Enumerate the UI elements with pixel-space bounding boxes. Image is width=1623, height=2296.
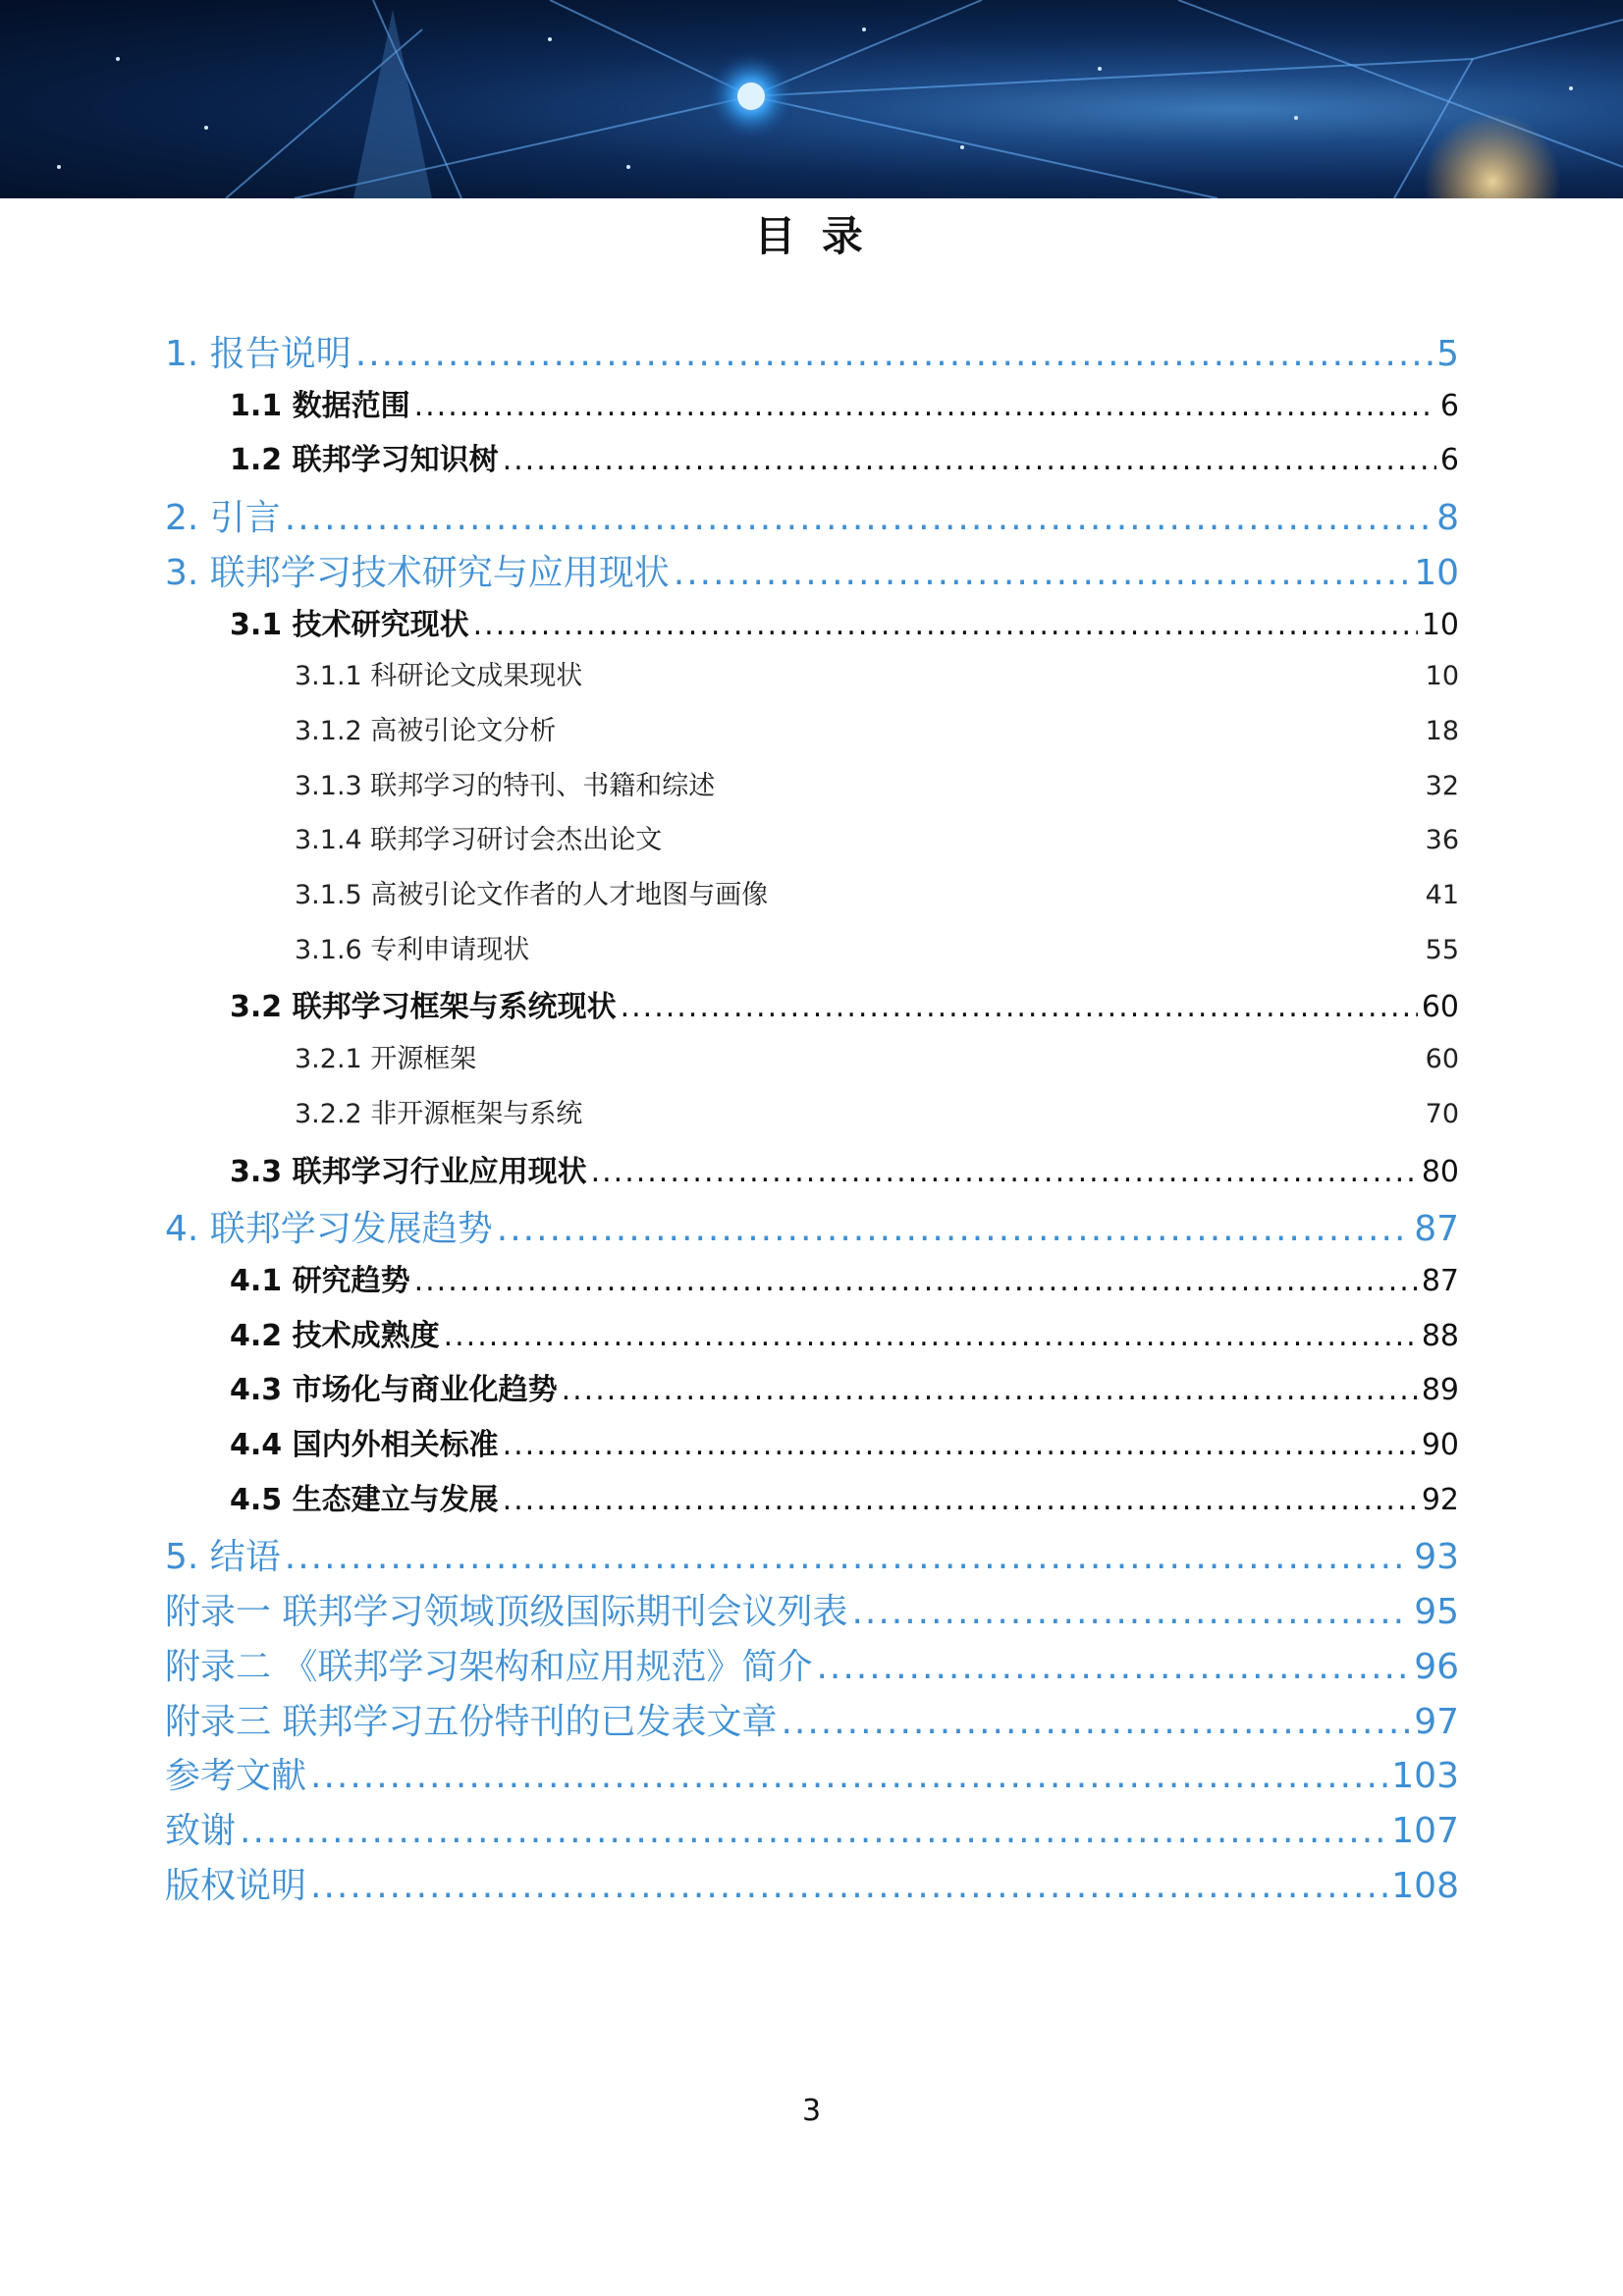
- toc-entry-page: 36: [1425, 825, 1459, 855]
- toc-entry-label: 1.2 联邦学习知识树: [230, 443, 499, 477]
- toc-entry[interactable]: [165, 1803, 1459, 1853]
- toc-entry-label: 附录三 联邦学习五份特刊的已发表文章: [165, 1702, 778, 1742]
- toc-entry[interactable]: [165, 1639, 1459, 1689]
- toc-entry-page: 41: [1425, 880, 1459, 910]
- toc-entry[interactable]: [295, 818, 1459, 856]
- toc-entry[interactable]: [295, 654, 1459, 692]
- toc-entry-label: 3.1.3 联邦学习的特刊、书籍和综述: [295, 771, 716, 801]
- toc-entry-page: 96: [1414, 1647, 1459, 1687]
- toc-entry[interactable]: [230, 1147, 1459, 1190]
- toc-entry-page: 18: [1425, 716, 1459, 746]
- toc-entry-label: 3.2.1 开源框架: [295, 1044, 477, 1074]
- toc-entry-page: 8: [1436, 498, 1459, 538]
- toc-entry[interactable]: [165, 1858, 1459, 1908]
- toc-entry[interactable]: [230, 1420, 1459, 1463]
- toc-entry-page: 10: [1414, 553, 1459, 593]
- toc-entry-page: 70: [1425, 1099, 1459, 1129]
- toc-entry-page: 87: [1414, 1209, 1459, 1249]
- toc-leader-dots: [473, 608, 1418, 642]
- toc-entry-page: 10: [1421, 608, 1459, 642]
- toc-entry[interactable]: [230, 435, 1459, 478]
- toc-leader-dots: [310, 1756, 1387, 1796]
- toc-leader-dots: [285, 498, 1433, 538]
- toc-entry-label: 3.1.4 联邦学习研讨会杰出论文: [295, 825, 663, 855]
- toc-entry-label: 4.1 研究趋势: [230, 1264, 410, 1298]
- toc-entry-label: 4. 联邦学习发展趋势: [165, 1209, 493, 1249]
- toc-entry-label: 附录二 《联邦学习架构和应用规范》简介: [165, 1647, 813, 1687]
- toc-entry-page: 55: [1425, 935, 1459, 965]
- toc-entry[interactable]: [295, 764, 1459, 802]
- toc-entry[interactable]: [295, 1092, 1459, 1130]
- toc-entry[interactable]: [230, 600, 1459, 643]
- toc-entry-page: 88: [1421, 1319, 1459, 1353]
- toc-entry-label: 4.2 技术成熟度: [230, 1319, 440, 1353]
- toc-entry-label: 4.5 生态建立与发展: [230, 1483, 499, 1517]
- toc-entry-label: 4.3 市场化与商业化趋势: [230, 1373, 558, 1407]
- toc-leader-dots: [503, 1483, 1418, 1517]
- toc-entry[interactable]: [165, 1529, 1459, 1579]
- toc-entry-page: 6: [1439, 389, 1459, 423]
- toc-entry-label: 4.4 国内外相关标准: [230, 1428, 499, 1462]
- toc-leader-dots: [503, 1428, 1418, 1462]
- toc-leader-dots: [591, 1155, 1418, 1189]
- toc-entry-page: 5: [1436, 334, 1459, 374]
- toc-entry-label: 1.1 数据范围: [230, 389, 410, 423]
- toc-entry-page: 80: [1421, 1155, 1459, 1189]
- toc-entry-label: 5. 结语: [165, 1537, 281, 1577]
- toc-entry-page: 108: [1391, 1866, 1459, 1906]
- toc-title: 目 录: [754, 212, 869, 260]
- toc-entry[interactable]: [165, 490, 1459, 540]
- toc-entry-label: 3.2.2 非开源框架与系统: [295, 1099, 583, 1129]
- toc-entry-label: 1. 报告说明: [165, 334, 352, 374]
- toc-entry-label: 3.1 技术研究现状: [230, 608, 469, 642]
- toc-leader-dots: [781, 1702, 1410, 1742]
- toc-entry-label: 参考文献: [165, 1756, 307, 1796]
- toc-leader-dots: [621, 990, 1418, 1024]
- toc-entry-label: 3.1.1 科研论文成果现状: [295, 661, 583, 691]
- toc-entry[interactable]: [295, 709, 1459, 747]
- toc-entry[interactable]: [165, 326, 1459, 376]
- toc-entry-page: 93: [1414, 1537, 1459, 1577]
- toc-leader-dots: [851, 1592, 1410, 1632]
- toc-leader-dots: [310, 1866, 1387, 1906]
- toc-entry[interactable]: [295, 873, 1459, 911]
- toc-entry-label: 附录一 联邦学习领域顶级国际期刊会议列表: [165, 1592, 848, 1632]
- toc-entry-page: 89: [1421, 1373, 1459, 1407]
- toc-entry-label: 3.2 联邦学习框架与系统现状: [230, 990, 617, 1024]
- toc-entry-page: 92: [1421, 1483, 1459, 1517]
- page-number: 3: [801, 2094, 822, 2128]
- toc-entry[interactable]: [165, 1694, 1459, 1744]
- toc-entry[interactable]: [165, 1201, 1459, 1251]
- toc-entry-label: 3. 联邦学习技术研究与应用现状: [165, 553, 670, 593]
- toc-entry[interactable]: [230, 982, 1459, 1025]
- toc-entry[interactable]: [230, 1256, 1459, 1299]
- toc-entry-page: 6: [1439, 443, 1459, 477]
- toc-leader-dots: [355, 334, 1433, 374]
- toc-leader-dots: [285, 1537, 1410, 1577]
- toc-entry-label: 版权说明: [165, 1866, 307, 1906]
- toc-leader-dots: [674, 553, 1410, 593]
- toc-entry[interactable]: [230, 381, 1459, 424]
- toc-entry[interactable]: [295, 928, 1459, 966]
- toc-entry-page: 87: [1421, 1264, 1459, 1298]
- toc-entry-label: 3.3 联邦学习行业应用现状: [230, 1155, 587, 1189]
- toc-entry-label: 致谢: [165, 1811, 237, 1851]
- toc-leader-dots: [414, 389, 1436, 423]
- toc-entry[interactable]: [295, 1037, 1459, 1075]
- toc-leader-dots: [240, 1811, 1387, 1851]
- toc-entry-page: 95: [1414, 1592, 1459, 1632]
- toc-entry-page: 107: [1391, 1811, 1459, 1851]
- toc-entry[interactable]: [230, 1475, 1459, 1518]
- toc-leader-dots: [444, 1319, 1418, 1353]
- toc-leader-dots: [503, 443, 1436, 477]
- toc-entry-page: 32: [1425, 771, 1459, 801]
- toc-entry-label: 3.1.2 高被引论文分析: [295, 716, 557, 746]
- toc-entry-label: 3.1.5 高被引论文作者的人才地图与画像: [295, 880, 769, 910]
- toc-entry-page: 60: [1421, 990, 1459, 1024]
- toc-entry-page: 60: [1425, 1044, 1459, 1074]
- toc-entry-label: 3.1.6 专利申请现状: [295, 935, 530, 965]
- toc-entry-label: 2. 引言: [165, 498, 281, 538]
- toc-entry[interactable]: [165, 545, 1459, 595]
- toc-leader-dots: [816, 1647, 1410, 1687]
- toc-leader-dots: [414, 1264, 1418, 1298]
- toc-entry[interactable]: [230, 1365, 1459, 1408]
- toc-entry[interactable]: [230, 1311, 1459, 1354]
- toc-entry[interactable]: [165, 1584, 1459, 1634]
- toc-entry-page: 97: [1414, 1702, 1459, 1742]
- toc-entry-page: 90: [1421, 1428, 1459, 1462]
- toc-entry[interactable]: [165, 1748, 1459, 1798]
- toc-leader-dots: [562, 1373, 1418, 1407]
- toc-entry-page: 103: [1391, 1756, 1459, 1796]
- toc-entry-page: 10: [1425, 661, 1459, 691]
- toc-leader-dots: [497, 1209, 1410, 1249]
